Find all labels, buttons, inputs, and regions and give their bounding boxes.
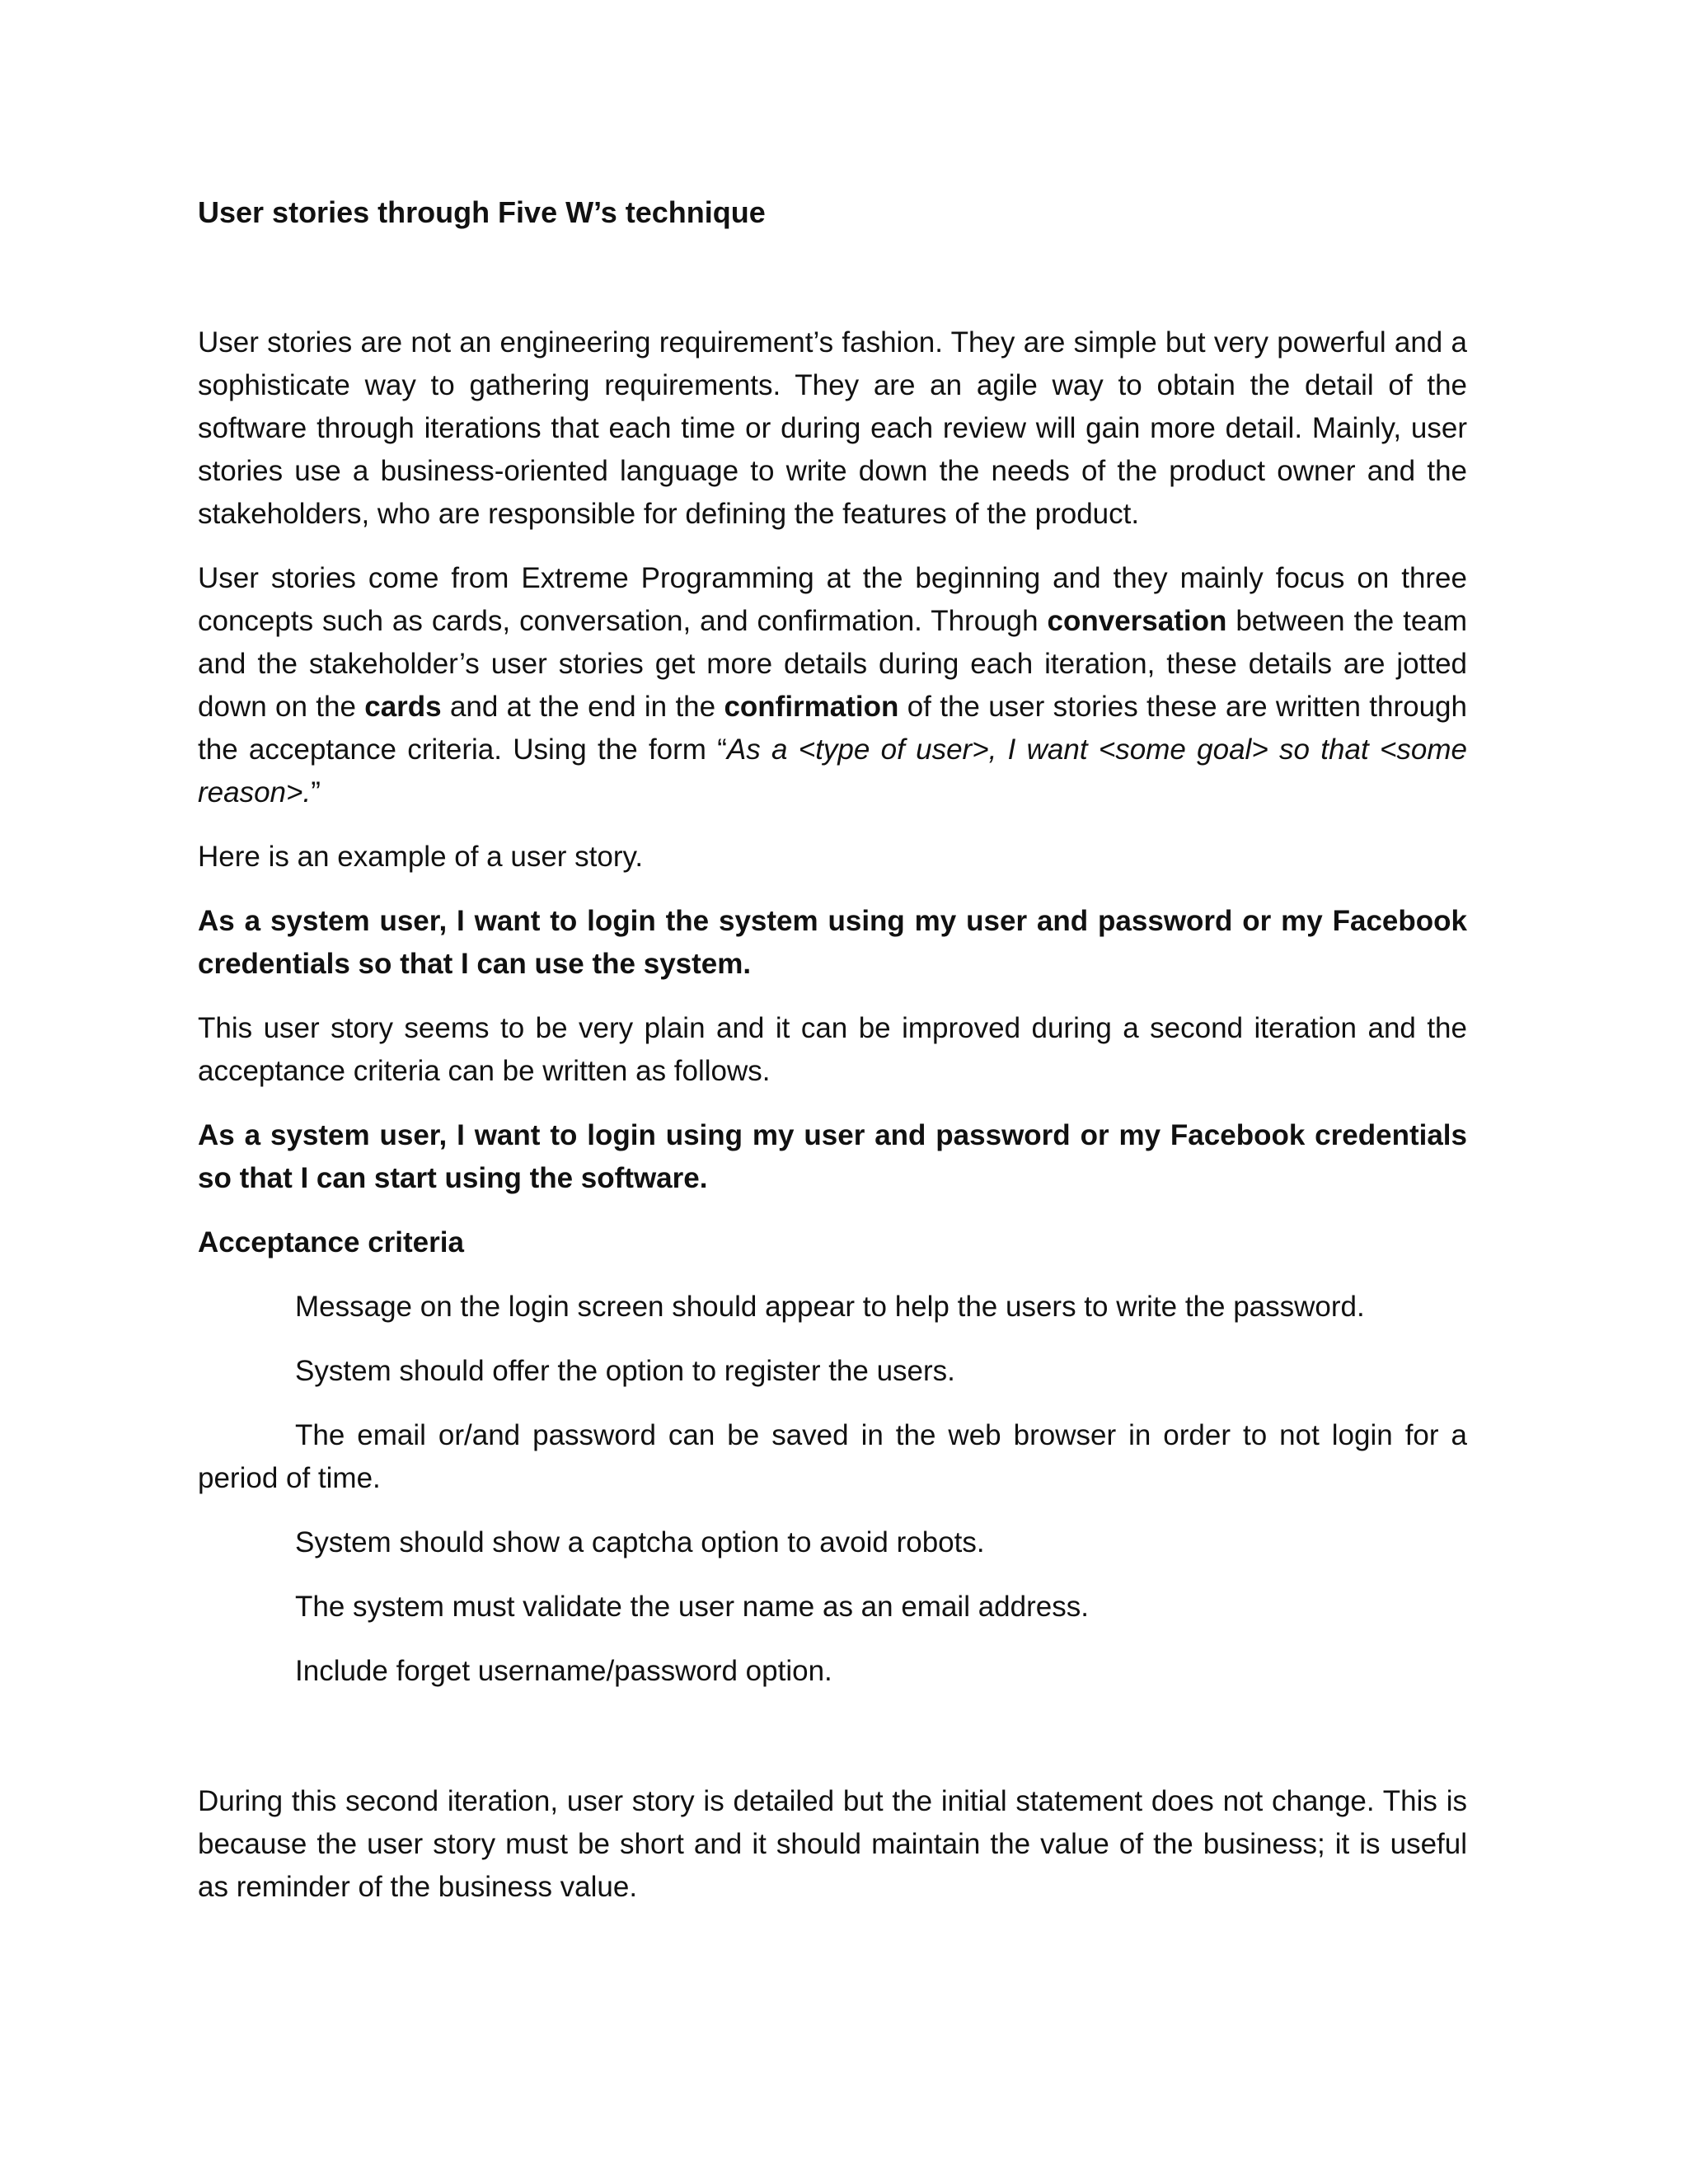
acceptance-criteria-heading: Acceptance criteria bbox=[198, 1226, 464, 1258]
criteria-item: Include forget username/password option. bbox=[295, 1655, 832, 1687]
closing-paragraph: During this second iteration, user story is detailed but the initial statement does not change. This is because the user story must be short and it should maintain the value of the business; it is useful as reminder of the business value. bbox=[198, 1785, 1467, 1903]
origin-paragraph bbox=[198, 557, 1467, 814]
cards-term: cards bbox=[364, 691, 442, 723]
document-body bbox=[198, 191, 1467, 1930]
example-intro: Here is an example of a user story. bbox=[198, 841, 644, 873]
acceptance-criteria-list bbox=[198, 1286, 1467, 1693]
origin-text-1: User stories come from Extreme Programming at the beginning and they mainly focus on three concepts such as cards, conversation, and confirmation. Through bbox=[198, 562, 1467, 637]
origin-text-3: and at the end in the bbox=[441, 691, 724, 723]
intro-paragraph: User stories are not an engineering requirement’s fashion. They are simple but very powerful and a sophisticate way to gathering requirements. They are an agile way to obtain the detail of the software through iterations that each time or during each review will gain more detail. Mainly, user stories use a business-oriented language to write down the needs of the product owner and the stakeholders, who are responsible for defining the features of the product. bbox=[198, 326, 1467, 530]
example-story-1: As a system user, I want to login the system using my user and password or my Facebook credentials so that I can use the system. bbox=[198, 905, 1467, 980]
confirmation-term: confirmation bbox=[724, 691, 899, 723]
criteria-item: System should show a captcha option to avoid robots. bbox=[295, 1526, 985, 1558]
origin-text-2: between the team and the stakeholder’s user stories get more details during each iteration, these details are jotted down on the bbox=[198, 605, 1467, 723]
example-story-2: As a system user, I want to login using my user and password or my Facebook credentials so that I can start using the software. bbox=[198, 1119, 1467, 1194]
conversation-term: conversation bbox=[1047, 605, 1227, 637]
criteria-item: The email or/and password can be saved in the web browser in order to not login for a period of time. bbox=[198, 1419, 1467, 1494]
origin-text-4: of the user stories these are written through the acceptance criteria. Using the form “ bbox=[198, 691, 1467, 766]
criteria-item: Message on the login screen should appear to help the users to write the password. bbox=[295, 1291, 1365, 1323]
document-title: User stories through Five W’s technique bbox=[198, 195, 766, 229]
criteria-item: System should offer the option to register the users. bbox=[295, 1355, 955, 1387]
improvement-paragraph: This user story seems to be very plain and it can be improved during a second iteration and the acceptance criteria can be written as follows. bbox=[198, 1012, 1467, 1087]
origin-text-5: ” bbox=[311, 776, 321, 808]
story-template: As a <type of user>, I want <some goal> so that <some reason>. bbox=[198, 733, 1467, 808]
criteria-item: The system must validate the user name as an email address. bbox=[295, 1591, 1089, 1623]
